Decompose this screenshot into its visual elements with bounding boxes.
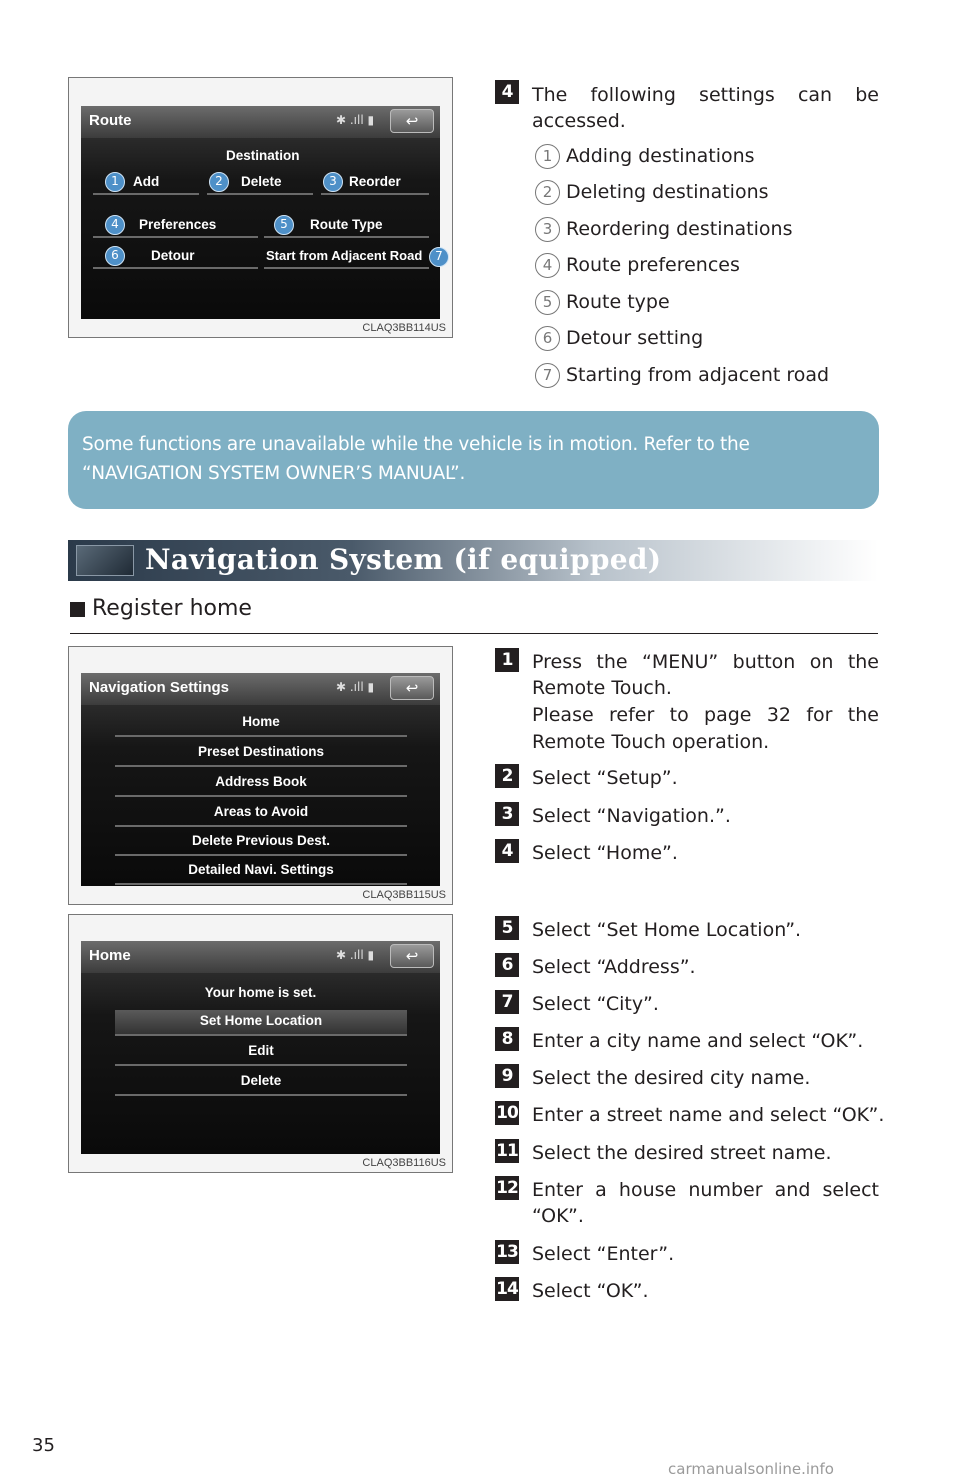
step-badge-11: 11 — [496, 1141, 518, 1161]
add-button[interactable] — [93, 171, 199, 195]
detour-label: Detour — [151, 248, 195, 263]
home-screenshot-frame — [68, 914, 453, 1173]
status-icons: ✱ .ıll ▮ — [336, 113, 375, 127]
step-12-line-2: “OK”. — [532, 1205, 584, 1227]
screen-header — [81, 106, 440, 138]
screen-title: Route — [89, 112, 132, 129]
step-badge-5: 5 — [495, 916, 519, 940]
status-icons: ✱ .ıll ▮ — [336, 948, 375, 962]
destination-heading: Destination — [226, 148, 300, 163]
callout-3-icon: 3 — [323, 172, 343, 192]
callout-4-icon: 4 — [105, 215, 125, 235]
delete-button[interactable]: Delete — [115, 1070, 407, 1096]
list-num-3: 3 — [535, 217, 560, 242]
step-badge-3: 3 — [495, 802, 519, 826]
nav-settings-screen — [81, 673, 440, 886]
step-badge-10: 10 — [496, 1103, 518, 1123]
step-1-line-4: Remote Touch operation. — [532, 731, 770, 753]
intro-line-1: The following settings can be — [532, 84, 879, 106]
square-bullet-icon — [70, 602, 85, 617]
edit-button[interactable]: Edit — [115, 1040, 407, 1066]
step-10-text: Enter a street name and select “OK”. — [532, 1104, 885, 1126]
screen-header — [81, 673, 440, 705]
step-9-text: Select the desired city name. — [532, 1067, 811, 1089]
menu-delete-previous-dest[interactable]: Delete Previous Dest. — [115, 830, 407, 856]
start-adjacent-road-button[interactable] — [264, 245, 429, 269]
set-home-location-button[interactable]: Set Home Location — [115, 1010, 407, 1036]
list-item-2: Deleting destinations — [566, 181, 769, 203]
list-item-1: Adding destinations — [566, 145, 755, 167]
figure-caption: CLAQ3BB114US — [362, 322, 446, 334]
step-badge-1: 1 — [495, 648, 519, 672]
step-badge-6: 6 — [495, 953, 519, 977]
home-screen — [81, 941, 440, 1154]
home-status-message: Your home is set. — [204, 985, 317, 1000]
start-adjacent-road-label: Start from Adjacent Road — [266, 248, 423, 263]
step-4-text: Select “Home”. — [532, 842, 678, 864]
back-icon[interactable]: ↩ — [390, 676, 434, 700]
status-icons: ✱ .ıll ▮ — [336, 680, 375, 694]
list-item-5: Route type — [566, 291, 670, 313]
step-11-text: Select the desired street name. — [532, 1142, 832, 1164]
step-3-text: Select “Navigation.”. — [532, 805, 731, 827]
screen-title: Navigation Settings — [89, 679, 230, 696]
menu-preset-destinations[interactable]: Preset Destinations — [115, 741, 407, 767]
list-item-4: Route preferences — [566, 254, 740, 276]
subheading — [70, 596, 878, 634]
preferences-button[interactable] — [93, 214, 258, 238]
delete-label: Delete — [241, 174, 282, 189]
step-badge-8: 8 — [495, 1027, 519, 1051]
back-icon[interactable]: ↩ — [390, 109, 434, 133]
list-num-2: 2 — [535, 180, 560, 205]
step-badge-14: 14 — [496, 1279, 518, 1299]
preferences-label: Preferences — [139, 217, 217, 232]
step-8-text: Enter a city name and select “OK”. — [532, 1030, 864, 1052]
step-12-line-1: Enter a house number and select — [532, 1179, 879, 1201]
route-type-label: Route Type — [310, 217, 383, 232]
step-badge-9: 9 — [495, 1064, 519, 1088]
back-icon[interactable]: ↩ — [390, 944, 434, 968]
step-badge-13: 13 — [496, 1242, 518, 1262]
add-label: Add — [133, 174, 160, 189]
callout-1-icon: 1 — [105, 172, 125, 192]
callout-7-icon: 7 — [429, 247, 449, 267]
reorder-button[interactable] — [321, 171, 429, 195]
step-badge-4: 4 — [495, 839, 519, 863]
list-item-7: Starting from adjacent road — [566, 364, 830, 386]
step-5-text: Select “Set Home Location”. — [532, 919, 802, 941]
note-text: Some functions are unavailable while the vehicle is in motion. Refer to the “NAVIGATION SYSTEM OWNER’S MANUAL”. — [82, 434, 750, 484]
subheading-text: Register home — [92, 596, 252, 621]
section-thumbnail-icon — [76, 545, 134, 576]
page-number: 35 — [32, 1435, 55, 1456]
step-6-text: Select “Address”. — [532, 956, 696, 978]
step-1-line-1: Press the “MENU” button on the — [532, 651, 879, 673]
list-num-1: 1 — [535, 144, 560, 169]
callout-2-icon: 2 — [209, 172, 229, 192]
step-1-line-2: Remote Touch. — [532, 677, 672, 699]
step-badge-2: 2 — [495, 764, 519, 788]
intro-line-2: accessed. — [532, 110, 626, 132]
step-badge-7: 7 — [495, 990, 519, 1014]
step-badge-12: 12 — [496, 1178, 518, 1198]
menu-detailed-navi-settings[interactable]: Detailed Navi. Settings — [115, 859, 407, 885]
step-13-text: Select “Enter”. — [532, 1243, 675, 1265]
list-num-7: 7 — [535, 363, 560, 388]
step-2-text: Select “Setup”. — [532, 767, 678, 789]
screen-header — [81, 941, 440, 973]
menu-areas-to-avoid[interactable]: Areas to Avoid — [115, 801, 407, 827]
route-type-button[interactable] — [264, 214, 429, 238]
step-7-text: Select “City”. — [532, 993, 659, 1015]
step-1-line-3: Please refer to page 32 for the — [532, 704, 879, 726]
list-num-5: 5 — [535, 290, 560, 315]
detour-button[interactable] — [93, 245, 258, 269]
figure-caption: CLAQ3BB116US — [362, 1157, 446, 1169]
list-item-6: Detour setting — [566, 327, 704, 349]
section-header — [68, 540, 878, 581]
list-num-6: 6 — [535, 326, 560, 351]
note-box — [68, 411, 879, 509]
section-title: Navigation System (if equipped) — [145, 543, 662, 576]
list-num-4: 4 — [535, 253, 560, 278]
reorder-label: Reorder — [349, 174, 401, 189]
figure-caption: CLAQ3BB115US — [362, 889, 446, 901]
text-step-badge: 4 — [495, 80, 519, 104]
callout-6-icon: 6 — [105, 246, 125, 266]
callout-5-icon: 5 — [274, 215, 294, 235]
screen-title: Home — [89, 947, 131, 964]
menu-home[interactable]: Home — [115, 711, 407, 737]
nav-settings-screenshot-frame — [68, 646, 453, 905]
list-item-3: Reordering destinations — [566, 218, 793, 240]
route-screen — [81, 106, 440, 319]
delete-button[interactable] — [207, 171, 313, 195]
watermark: carmanualsonline.info — [668, 1460, 834, 1478]
route-screenshot-frame — [68, 77, 453, 338]
menu-address-book[interactable]: Address Book — [115, 771, 407, 797]
step-14-text: Select “OK”. — [532, 1280, 649, 1302]
